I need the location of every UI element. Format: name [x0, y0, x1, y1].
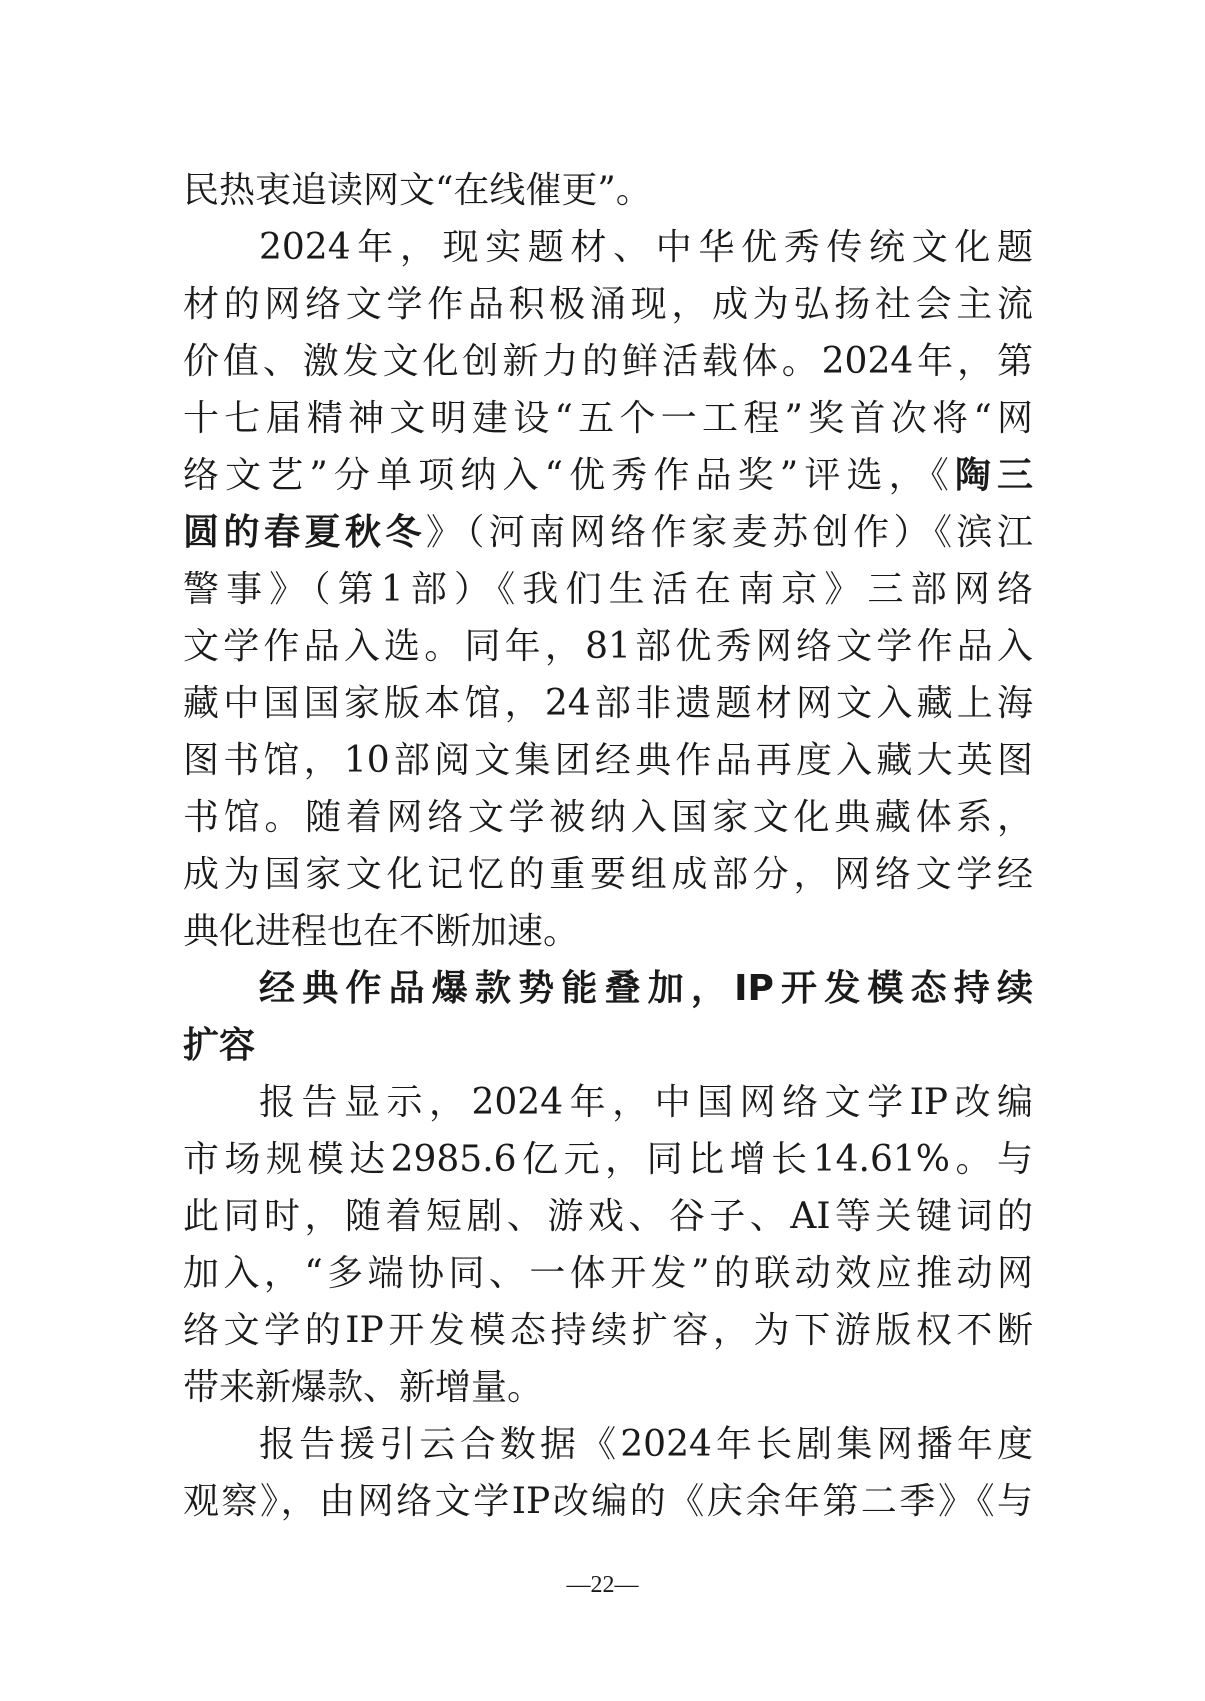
text-segment: 图书馆，10部阅文集团经典作品再度入藏大英图 [183, 740, 1033, 781]
text-line: 报告显示，2024年，中国网络文学IP改编 [259, 1082, 1033, 1123]
text-line [183, 846, 1033, 903]
paragraph-2024-works [183, 219, 1033, 960]
text-line: 报告援引云合数据《2024年长剧集网播年度 [259, 1424, 1033, 1465]
text-segment: 材的网络文学作品积极涌现，成为弘扬社会主流 [183, 284, 1033, 325]
heading-line: 经典作品爆款势能叠加，IP开发模态持续 [259, 968, 1033, 1009]
text-line [183, 219, 1033, 276]
text-line [183, 276, 1033, 333]
bold-title-segment: 陶三 [954, 455, 1033, 496]
paragraph-continuation [183, 162, 1033, 219]
text-segment: 十七届精神文明建设“五个一工程”奖首次将“网 [183, 398, 1033, 439]
text-line [183, 162, 1033, 219]
paragraph-report-citation [183, 1416, 1033, 1530]
text-segment: 成为国家文化记忆的重要组成部分，网络文学经 [183, 854, 1033, 895]
text-segment: 民热衷追读网文“在线催更”。 [183, 170, 652, 211]
text-line [183, 732, 1033, 789]
text-segment: 藏中国国家版本馆，24部非遗题材网文入藏上海 [183, 683, 1033, 724]
text-line [183, 561, 1033, 618]
text-line: 带来新爆款、新增量。 [183, 1367, 544, 1408]
text-line [183, 618, 1033, 675]
text-segment: 2024年，现实题材、中华优秀传统文化题 [259, 227, 1033, 268]
text-line: 加入，“多端协同、一体开发”的联动效应推动网 [183, 1253, 1033, 1294]
text-segment: 》（河南网络作家麦苏创作）《滨江 [425, 512, 1033, 553]
text-segment: 价值、激发文化创新力的鲜活载体。2024年，第 [183, 341, 1033, 382]
text-line: 此同时，随着短剧、游戏、谷子、AI等关键词的 [183, 1196, 1033, 1237]
text-line: 市场规模达2985.6亿元，同比增长14.61%。与 [183, 1139, 1033, 1180]
heading-line: 扩容 [183, 1025, 256, 1066]
text-line: 络文学的IP开发模态持续扩容，为下游版权不断 [183, 1310, 1033, 1351]
text-line [183, 789, 1033, 846]
text-segment: 警事》（第1部）《我们生活在南京》三部网络 [183, 569, 1033, 610]
text-line: 观察》，由网络文学IP改编的《庆余年第二季》《与 [183, 1481, 1033, 1522]
text-line [183, 504, 1033, 561]
text-segment: 典化进程也在不断加速。 [183, 911, 580, 952]
text-line [183, 675, 1033, 732]
text-line [183, 903, 1033, 960]
paragraph-ip-market [183, 1074, 1033, 1416]
text-segment: 书馆。随着网络文学被纳入国家文化典藏体系， [183, 797, 1033, 838]
section-heading [183, 960, 1033, 1074]
text-line [183, 333, 1033, 390]
page-number: —22— [566, 1572, 639, 1598]
bold-title-segment: 圆的春夏秋冬 [183, 512, 426, 553]
text-segment: 文学作品入选。同年，81部优秀网络文学作品入 [183, 626, 1033, 667]
text-line [183, 390, 1033, 447]
document-page [183, 162, 1033, 1530]
text-segment: 络文艺”分单项纳入“优秀作品奖”评选，《 [183, 455, 955, 496]
text-line [183, 447, 1033, 504]
